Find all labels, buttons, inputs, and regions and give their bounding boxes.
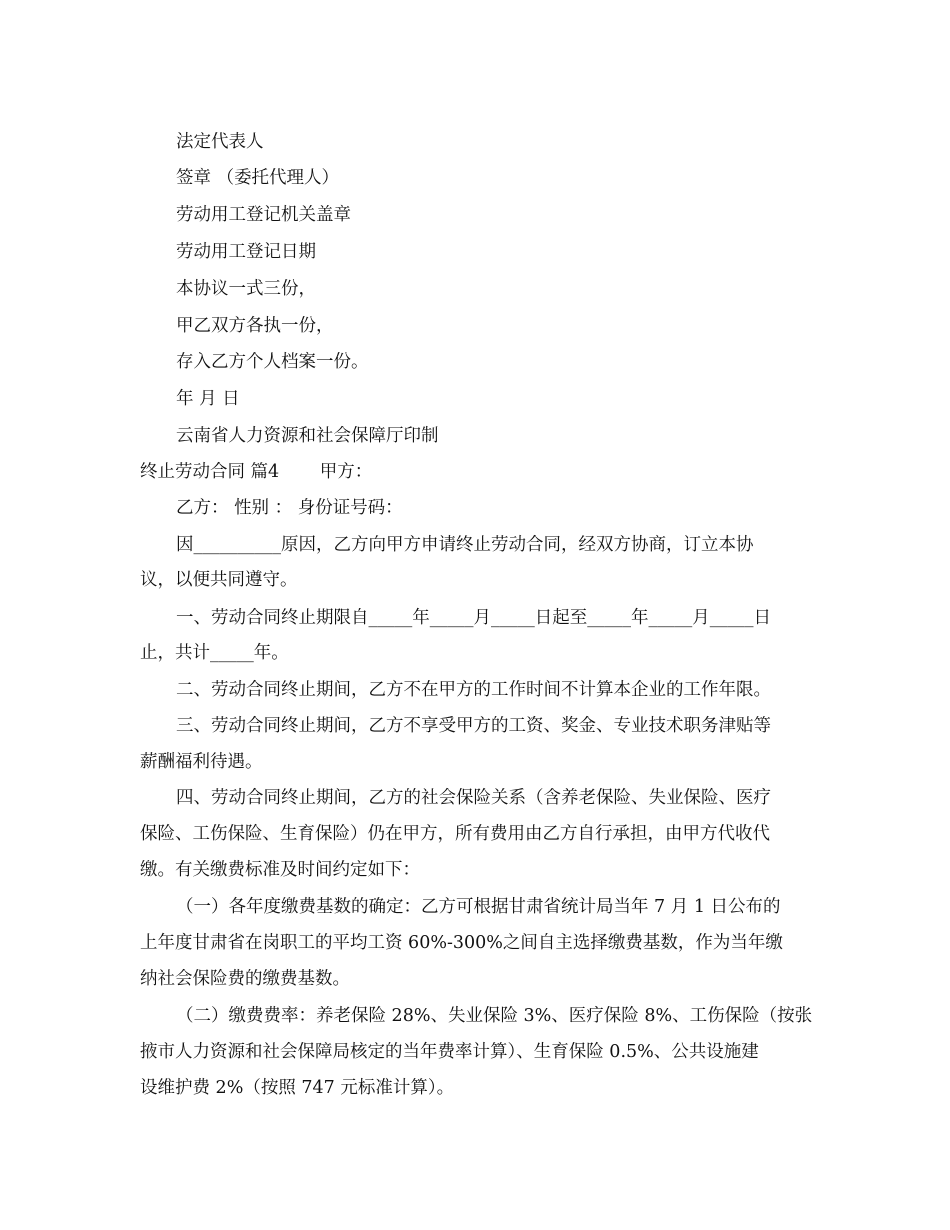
text-line: 甲乙双方各执一份， xyxy=(176,316,334,336)
text-line: 薪酬福利待遇。 xyxy=(140,752,263,772)
text-line: 上年度甘肃省在岗职工的平均工资 60%-300%之间自主选择缴费基数，作为当年缴 xyxy=(140,933,783,953)
text-line: 签章 （委托代理人） xyxy=(176,168,340,188)
text-line: 缴。有关缴费标准及时间约定如下： xyxy=(140,860,420,880)
text-line: 乙方： 性别 ： 身份证号码： xyxy=(176,498,403,518)
text-line: 设维护费 2%（按照 747 元标准计算）。 xyxy=(140,1078,455,1098)
text-line: 年 月 日 xyxy=(176,389,240,409)
text-line: 存入乙方个人档案一份。 xyxy=(176,352,369,372)
text-line: 三、劳动合同终止期间，乙方不享受甲方的工资、奖金、专业技术职务津贴等 xyxy=(176,716,771,736)
text-line: 云南省人力资源和社会保障厅印制 xyxy=(176,426,439,446)
text-line: 二、劳动合同终止期间，乙方不在甲方的工作时间不计算本企业的工作年限。 xyxy=(176,680,771,700)
text-line: 因__________原因，乙方向甲方申请终止劳动合同，经双方协商，订立本协 xyxy=(176,535,754,555)
text-line: 掖市人力资源和社会保障局核定的当年费率计算）、生育保险 0.5%、公共设施建 xyxy=(140,1042,759,1062)
text-line: 保险、工伤保险、生育保险）仍在甲方，所有费用由乙方自行承担，由甲方代收代 xyxy=(140,824,770,844)
text-line: （一）各年度缴费基数的确定：乙方可根据甘肃省统计局当年 7 月 1 日公布的 xyxy=(176,897,781,917)
text-line: 止，共计_____年。 xyxy=(140,643,289,663)
text-line: 一、劳动合同终止期限自_____年_____月_____日起至_____年_____月_____日 xyxy=(176,608,771,628)
text-line: 四、劳动合同终止期间，乙方的社会保险关系（含养老保险、失业保险、医疗 xyxy=(176,788,771,808)
text-line: 劳动用工登记机关盖章 xyxy=(176,205,351,225)
text-line: 本协议一式三份， xyxy=(176,279,316,299)
text-line: 纳社会保险费的缴费基数。 xyxy=(140,969,350,989)
text-line: 议，以便共同遵守。 xyxy=(140,570,298,590)
section-heading: 终止劳动合同 篇4 甲方： xyxy=(140,462,373,482)
text-line: 法定代表人 xyxy=(176,132,264,152)
text-line: （二）缴费费率：养老保险 28%、失业保险 3%、医疗保险 8%、工伤保险（按张 xyxy=(176,1006,813,1026)
text-line: 劳动用工登记日期 xyxy=(176,242,316,262)
